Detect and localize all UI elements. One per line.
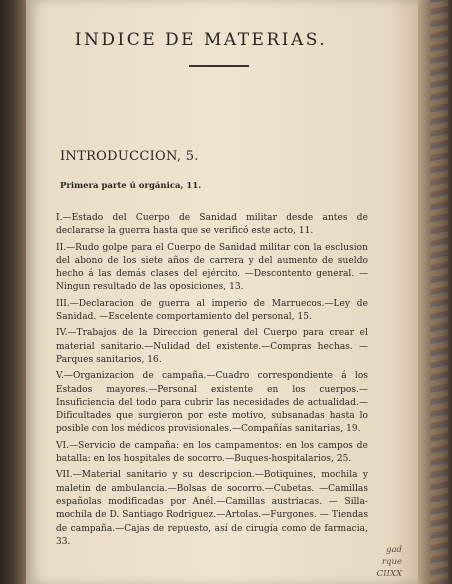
page-content — [56, 0, 416, 584]
entry-number: VII. — [56, 470, 73, 481]
facing-page-edge — [418, 0, 452, 584]
subsection-heading: Primera parte ú orgánica, 11. — [60, 181, 202, 191]
page-header: INDICE DE MATERIAS. — [74, 30, 328, 50]
header-rule — [189, 65, 249, 67]
entry-text: —Servicio de campaña: en los campamentos: en los campos de batalla: en los hospitales de socorro.—Buques-hospitalarios, 25. — [56, 440, 368, 465]
entry-number: VI. — [56, 440, 70, 451]
index-entry — [56, 327, 368, 367]
fragment-line: rque — [381, 557, 402, 567]
fragment-line: gad — [386, 545, 402, 555]
entry-number: V. — [56, 371, 64, 382]
index-entry — [56, 370, 368, 436]
index-entry — [56, 242, 368, 295]
introduction-heading: INTRODUCCION, 5. — [60, 149, 199, 164]
entry-text: —Organizacion de campaña.—Cuadro correspondiente á los Estados mayores.—Personal existente en los cuerpos.—Insuficiencia del todo para cubrir las necesidades de actualidad.—Dificultades que surgieron por este motivo, subsanadas hasta lo posible con los médicos provisionales.—Compañías sanitarias, 19. — [56, 371, 368, 435]
next-page-fragment — [362, 544, 402, 580]
entry-text: —Rudo golpe para el Cuerpo de Sanidad militar con la esclusion del abono de los siete años de carrera y del aumento de sueldo hecho á las demás clases del ejército. —Descontento general. — Ningun resultado de las oposiciones, 13. — [56, 242, 368, 293]
index-entry — [56, 298, 368, 325]
entry-number: II. — [56, 242, 67, 253]
entry-text: —Material sanitario y su descripcion.—Botiquines, mochila y maletin de ambulancia.—Bolsas de socorro.—Cubetas. —Camillas españolas modificadas por Anél.—Camillas austriacas. — Silla-mochila de D. Santiago Rodriguez.—Artolas.—Furgones. — Tiendas de campaña.—Cajas de repuesto, así de cirugía como de farmacia, 33. — [56, 470, 368, 547]
entry-text: —Estado del Cuerpo de Sanidad militar desde antes de declararse la guerra hasta que se verificó este acto, 11. — [56, 213, 368, 237]
entry-number: III. — [56, 298, 70, 309]
index-entry — [56, 469, 368, 549]
entry-number: I. — [56, 213, 63, 223]
entry-number: IV. — [56, 328, 68, 339]
marbled-edge — [430, 0, 448, 584]
index-entry — [56, 440, 368, 467]
entry-text: —Trabajos de la Direccion general del Cuerpo para crear el material sanitario.—Nulidad del existente.—Compras hechas. — Parques sanitarios, 16. — [56, 328, 368, 365]
index-entries — [56, 212, 368, 552]
entry-text: —Declaracion de guerra al imperio de Marruecos.—Ley de Sanidad. —Escelente comportamiento del personal, 15. — [56, 298, 368, 323]
index-entry — [56, 212, 368, 239]
fragment-line: CIIXX — [376, 569, 402, 579]
